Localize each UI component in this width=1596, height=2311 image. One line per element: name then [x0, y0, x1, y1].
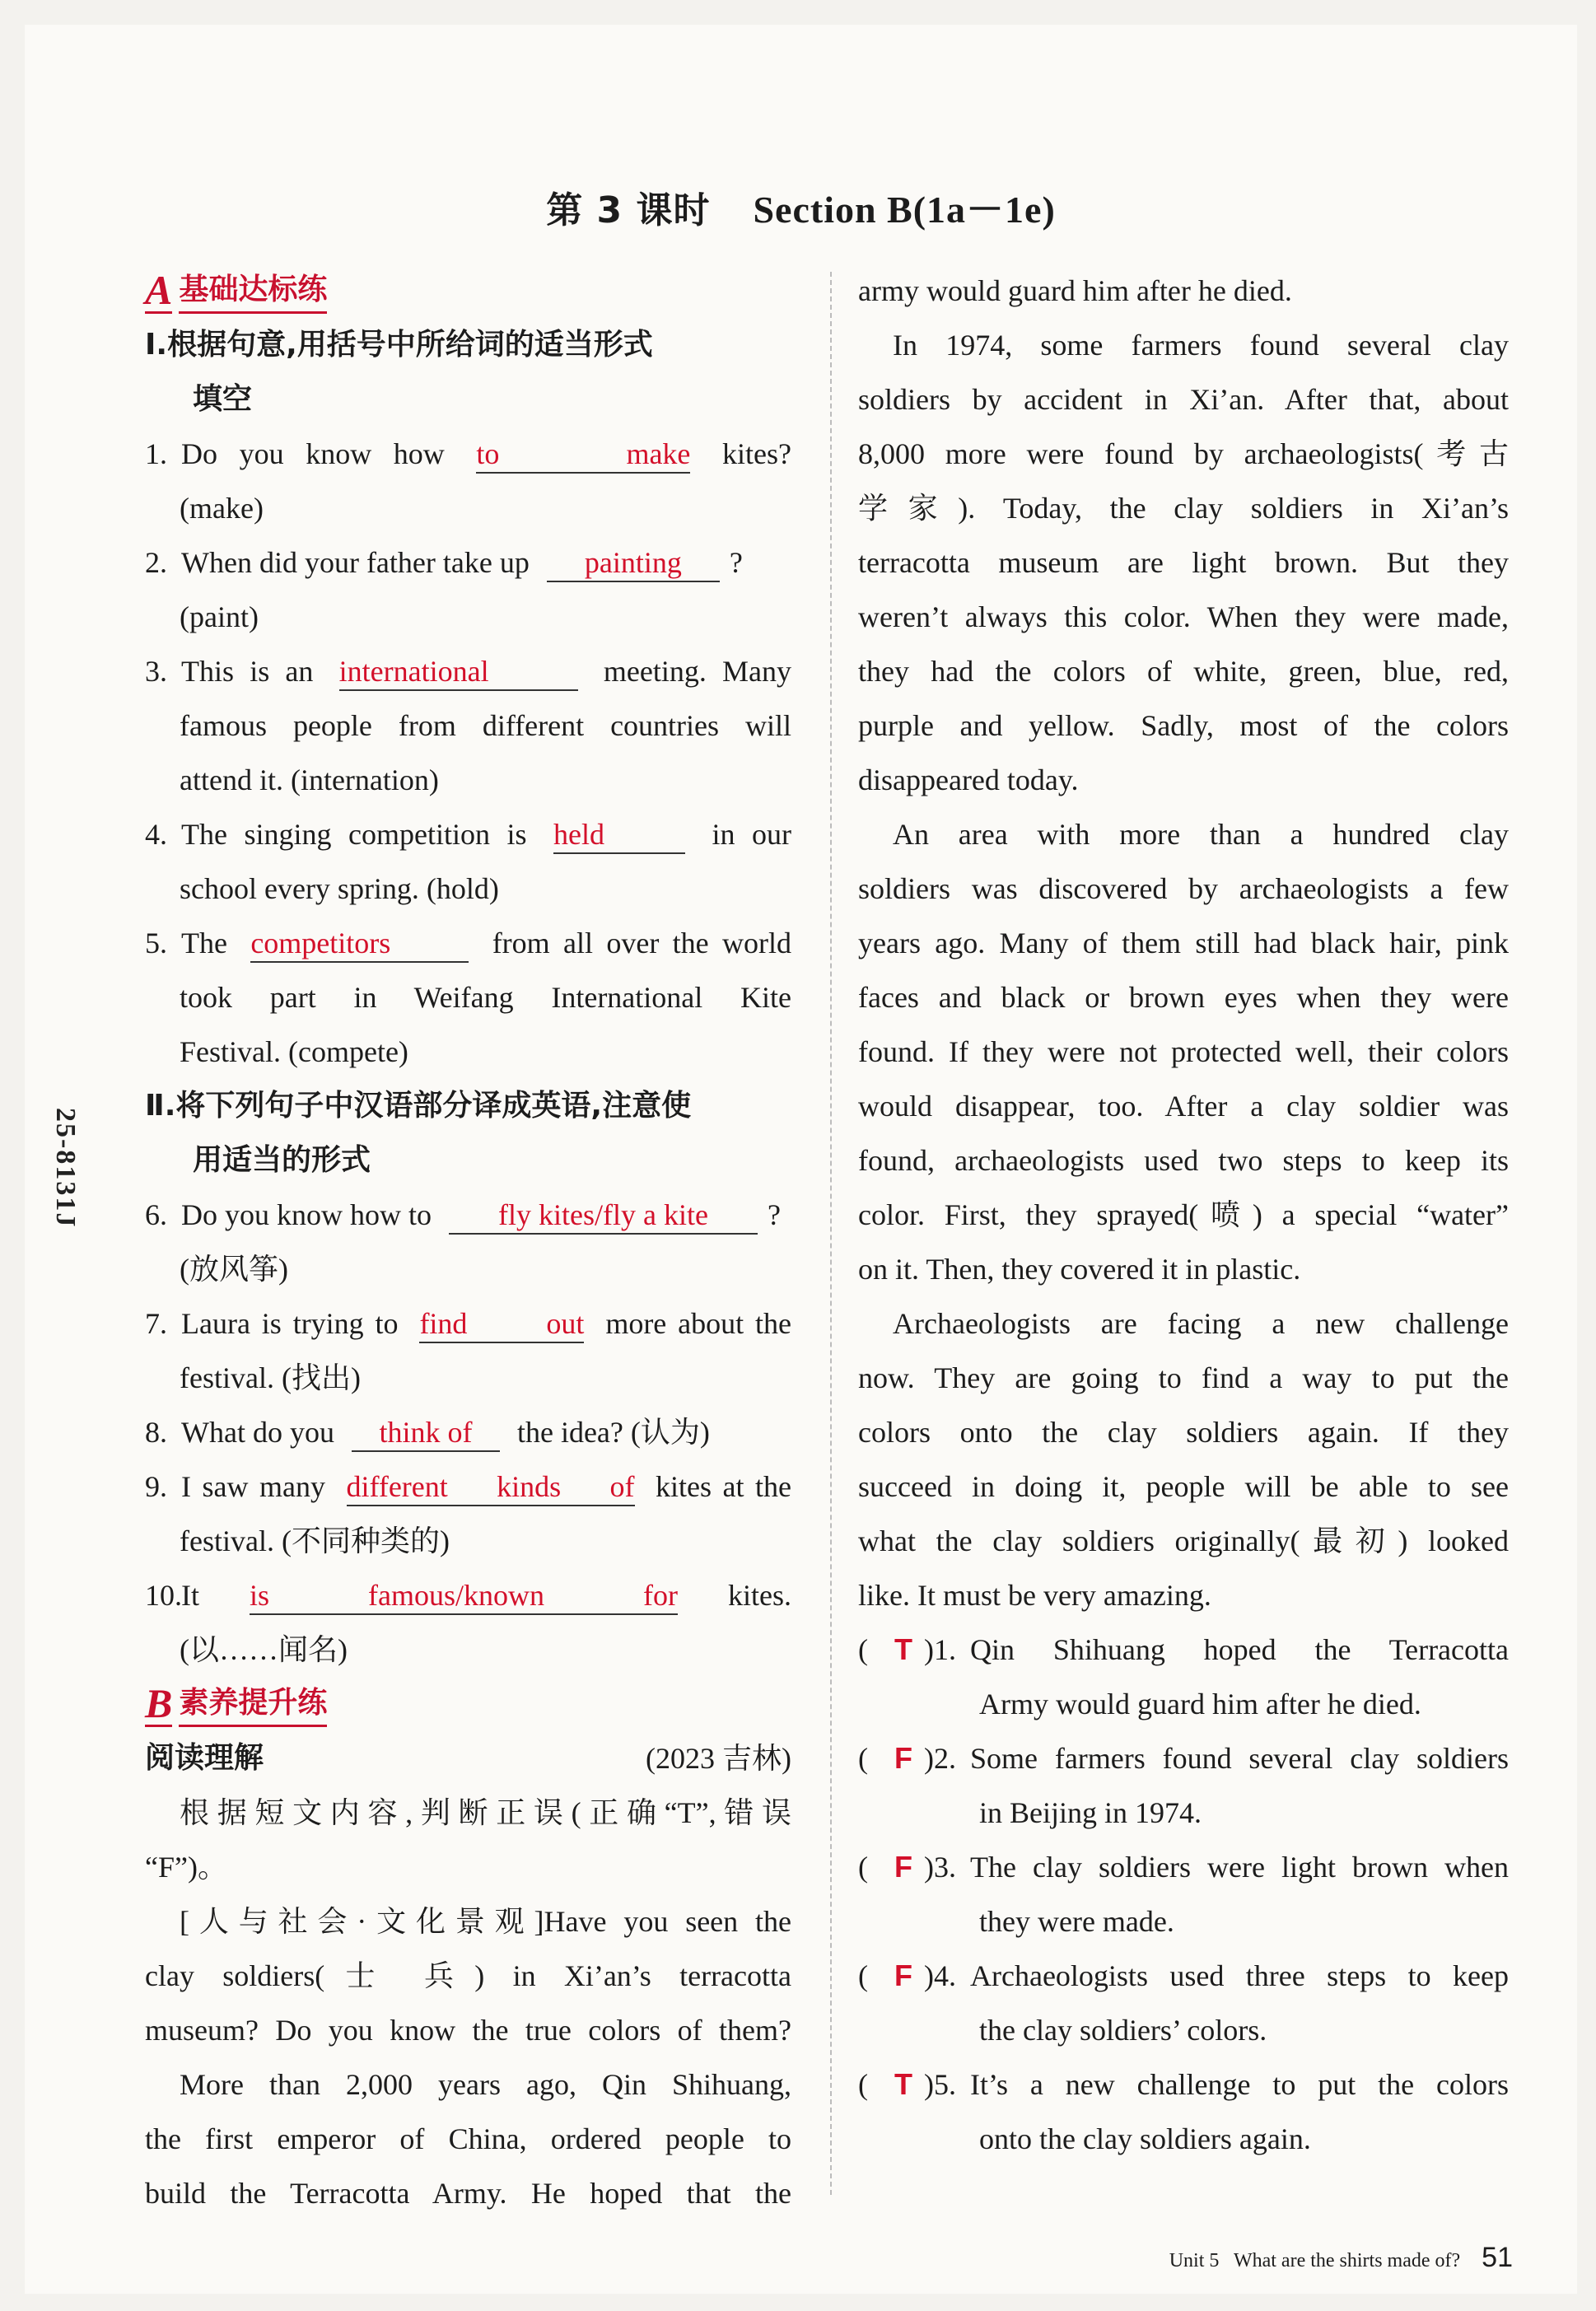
reading-title: 阅读理解	[145, 1741, 264, 1775]
tf-text-cont: Army would guard him after he died.	[979, 1688, 1421, 1720]
q3-line2: famous people from different countries will	[180, 709, 791, 742]
passage-line: army would guard him after he died.	[858, 274, 1292, 307]
tf-bracket-open: (	[858, 1633, 868, 1666]
q6-post: ?	[768, 1198, 781, 1231]
question-3	[145, 644, 791, 698]
tf-text: The clay soldiers were light brown when	[970, 1851, 1509, 1884]
section-b-label: 素养提升练	[179, 1682, 327, 1727]
right-column	[858, 264, 1509, 2166]
tf-bracket-close: )	[924, 1851, 934, 1884]
tf-item-5	[858, 2057, 1509, 2112]
left-column	[145, 264, 791, 2220]
section-label: Section B(1a－1e)	[753, 189, 1056, 231]
passage-line: faces and black or brown eyes when they were	[858, 981, 1509, 1014]
passage-line: disappeared today.	[858, 763, 1079, 796]
q2-number: 2.	[145, 546, 167, 579]
passage-line: build the Terracotta Army. He hoped that the	[145, 2177, 791, 2210]
passage-line: In 1974, some farmers found several clay	[893, 329, 1509, 362]
tf-bracket-close: )	[924, 1742, 934, 1775]
passage-line: succeed in doing it, people will be able to see	[858, 1470, 1509, 1503]
q5-pre: The	[181, 927, 227, 959]
q6-number: 6.	[145, 1198, 167, 1231]
tf-text-cont: they were made.	[979, 1905, 1174, 1938]
tf-item-3	[858, 1840, 1509, 1894]
tf-text: It’s a new challenge to put the colors	[970, 2068, 1509, 2101]
q7-line2: festival. (找出)	[180, 1361, 361, 1394]
passage-line: Archaeologists are facing a new challenge	[893, 1307, 1509, 1340]
q6-pre: Do you know how to	[181, 1198, 432, 1231]
q1-post: kites?	[722, 437, 792, 470]
question-7	[145, 1296, 791, 1351]
reading-source: (2023 吉林)	[646, 1742, 791, 1775]
q10-text	[181, 1568, 791, 1622]
passage-line: now. They are going to find a way to put the	[858, 1361, 1509, 1394]
tf-text: Some farmers found several clay soldiers	[970, 1742, 1509, 1775]
passage-line: years ago. Many of them still had black hair, pink	[858, 927, 1509, 959]
q1-pre: Do you know how	[181, 437, 445, 470]
section-a-label: 基础达标练	[179, 268, 327, 314]
q3-post: meeting. Many	[603, 655, 792, 688]
q5-answer: competitors	[250, 925, 469, 963]
passage-line: color. First, they sprayed(喷) a special “water”	[858, 1198, 1509, 1231]
tf-text: Qin Shihuang hoped the Terracotta	[970, 1633, 1509, 1666]
reading-instruction-cont: “F”)。	[145, 1851, 227, 1884]
passage-line: soldiers by accident in Xi’an. After that, about	[858, 383, 1509, 416]
side-code: 25-8131J	[50, 1108, 81, 1229]
tf-answer: F	[894, 1959, 912, 1992]
q10-answer: is famous/known for	[250, 1577, 678, 1615]
q2-text	[181, 535, 791, 590]
lesson-number: 第 3 课时	[546, 189, 711, 231]
reading-heading	[145, 1731, 791, 1786]
q7-post: more about the	[605, 1307, 791, 1340]
q6-hint: (放风筝)	[180, 1253, 288, 1286]
q3-pre: This is an	[181, 655, 314, 688]
passage-line: the first emperor of China, ordered people to	[145, 2122, 791, 2155]
q4-pre: The singing competition is	[181, 818, 527, 851]
q8-post: the idea? (认为)	[516, 1416, 710, 1449]
passage-line: what the clay soldiers originally(最初) looked	[858, 1524, 1509, 1557]
q1-text	[181, 427, 791, 481]
reading-instruction: 根据短文内容,判断正误(正确“T”,错误	[180, 1796, 791, 1829]
passage-line: would disappear, too. After a clay soldier was	[858, 1090, 1509, 1123]
q8-answer: think of	[352, 1414, 500, 1452]
tf-bracket-close: )	[924, 1959, 934, 1992]
tf-number: 5.	[934, 2068, 956, 2101]
tf-text: Archaeologists used three steps to keep	[970, 1959, 1509, 1992]
tf-text-cont: in Beijing in 1974.	[979, 1796, 1202, 1829]
passage-line: An area with more than a hundred clay	[893, 818, 1509, 851]
q7-answer: find out	[419, 1305, 584, 1343]
q9-line2: festival. (不同种类的)	[180, 1524, 450, 1557]
column-divider	[830, 272, 832, 2195]
tf-bracket-open: (	[858, 1959, 868, 1992]
q9-post: kites at the	[656, 1470, 791, 1503]
question-1	[145, 427, 791, 481]
question-2	[145, 535, 791, 590]
section-b-heading	[145, 1677, 791, 1731]
q2-hint: (paint)	[180, 600, 259, 633]
q4-text	[181, 807, 791, 861]
q5-line3: Festival. (compete)	[180, 1035, 408, 1068]
page-title	[25, 180, 1577, 234]
section-b-badge: B	[145, 1679, 173, 1726]
passage-line: they had the colors of white, green, blue, red,	[858, 655, 1509, 688]
part2-heading-cont: 用适当的形式	[193, 1143, 371, 1177]
tf-number: 1.	[934, 1633, 956, 1666]
tf-bracket-open: (	[858, 2068, 868, 2101]
q2-pre: When did your father take up	[181, 546, 530, 579]
q2-post: ?	[729, 546, 743, 579]
q4-answer: held	[553, 816, 685, 854]
question-4	[145, 807, 791, 861]
q10-hint: (以……闻名)	[180, 1633, 348, 1666]
tf-text-cont: onto the clay soldiers again.	[979, 2122, 1311, 2155]
q10-number: 10.	[145, 1579, 182, 1612]
passage-line: terracotta museum are light brown. But they	[858, 546, 1509, 579]
q7-pre: Laura is trying to	[181, 1307, 399, 1340]
passage-line: museum? Do you know the true colors of them?	[145, 2014, 791, 2047]
part2-heading: Ⅱ.将下列句子中汉语部分译成英语,注意使	[145, 1089, 692, 1123]
tf-bracket-open: (	[858, 1851, 868, 1884]
q9-text	[181, 1459, 791, 1514]
passage-line: 8,000 more were found by archaeologists(考古	[858, 437, 1509, 470]
q1-answer: to make	[476, 436, 690, 474]
q6-text	[181, 1188, 791, 1242]
passage-line: on it. Then, they covered it in plastic.	[858, 1253, 1301, 1286]
question-9	[145, 1459, 791, 1514]
part1-heading-cont: 填空	[193, 382, 253, 416]
q3-text	[181, 644, 791, 698]
passage-line: More than 2,000 years ago, Qin Shihuang,	[180, 2068, 791, 2101]
tf-answer: T	[894, 2067, 912, 2101]
q10-pre: It	[181, 1579, 199, 1612]
passage-line: like. It must be very amazing.	[858, 1579, 1211, 1612]
q5-line2: took part in Weifang International Kite	[180, 981, 791, 1014]
q5-post: from all over the world	[492, 927, 792, 959]
q4-post: in our	[712, 818, 792, 851]
section-a-badge: A	[145, 266, 173, 313]
q8-number: 8.	[145, 1416, 167, 1449]
passage-line: found, archaeologists used two steps to keep its	[858, 1144, 1509, 1177]
tf-answer: F	[894, 1741, 912, 1775]
tf-answer: F	[894, 1850, 912, 1884]
passage-line: found. If they were not protected well, their colors	[858, 1035, 1509, 1068]
passage-line: colors onto the clay soldiers again. If they	[858, 1416, 1509, 1449]
passage-line: weren’t always this color. When they were made,	[858, 600, 1509, 633]
part1-heading: Ⅰ.根据句意,用括号中所给词的适当形式	[145, 328, 653, 362]
q3-number: 3.	[145, 655, 167, 688]
q8-pre: What do you	[181, 1416, 334, 1449]
q6-answer: fly kites/fly a kite	[449, 1197, 758, 1235]
question-10	[145, 1568, 791, 1622]
q9-pre: I saw many	[181, 1470, 325, 1503]
tf-bracket-close: )	[924, 1633, 934, 1666]
tf-text-cont: the clay soldiers’ colors.	[979, 2014, 1267, 2047]
q4-number: 4.	[145, 818, 167, 851]
q1-hint: (make)	[180, 492, 264, 525]
q9-number: 9.	[145, 1470, 167, 1503]
passage-line: soldiers was discovered by archaeologists a few	[858, 872, 1509, 905]
footer-unit: Unit 5	[1169, 2250, 1220, 2271]
passage-line: 学家). Today, the clay soldiers in Xi’an’s	[858, 492, 1509, 525]
q7-text	[181, 1296, 791, 1351]
passage-line: clay soldiers(士 兵) in Xi’an’s terracotta	[145, 1959, 791, 1992]
q10-post: kites.	[728, 1579, 791, 1612]
q9-answer: different kinds of	[347, 1468, 635, 1506]
tf-number: 4.	[934, 1959, 956, 1992]
page	[25, 25, 1577, 2294]
q7-number: 7.	[145, 1307, 167, 1340]
section-a-heading	[145, 264, 791, 318]
tf-answer: T	[894, 1632, 912, 1666]
q2-answer: painting	[547, 544, 720, 582]
tf-bracket-open: (	[858, 1742, 868, 1775]
tf-number: 2.	[934, 1742, 956, 1775]
page-footer	[1169, 2242, 1513, 2274]
question-5	[145, 916, 791, 970]
question-6	[145, 1188, 791, 1242]
q3-line3: attend it. (internation)	[180, 763, 439, 796]
tf-item-1	[858, 1622, 1509, 1677]
page-number: 51	[1482, 2242, 1513, 2273]
q5-number: 5.	[145, 927, 167, 959]
q5-text	[181, 916, 791, 970]
q3-answer: international	[339, 653, 578, 691]
footer-title: What are the shirts made of?	[1233, 2250, 1461, 2271]
passage-line: [人与社会·文化景观]Have you seen the	[180, 1905, 791, 1938]
q4-line2: school every spring. (hold)	[180, 872, 499, 905]
tf-item-2	[858, 1731, 1509, 1786]
question-8	[145, 1405, 791, 1459]
tf-item-4	[858, 1949, 1509, 2003]
tf-number: 3.	[934, 1851, 956, 1884]
q1-number: 1.	[145, 437, 167, 470]
q8-text	[181, 1405, 791, 1459]
passage-line: purple and yellow. Sadly, most of the colors	[858, 709, 1509, 742]
tf-bracket-close: )	[924, 2068, 934, 2101]
